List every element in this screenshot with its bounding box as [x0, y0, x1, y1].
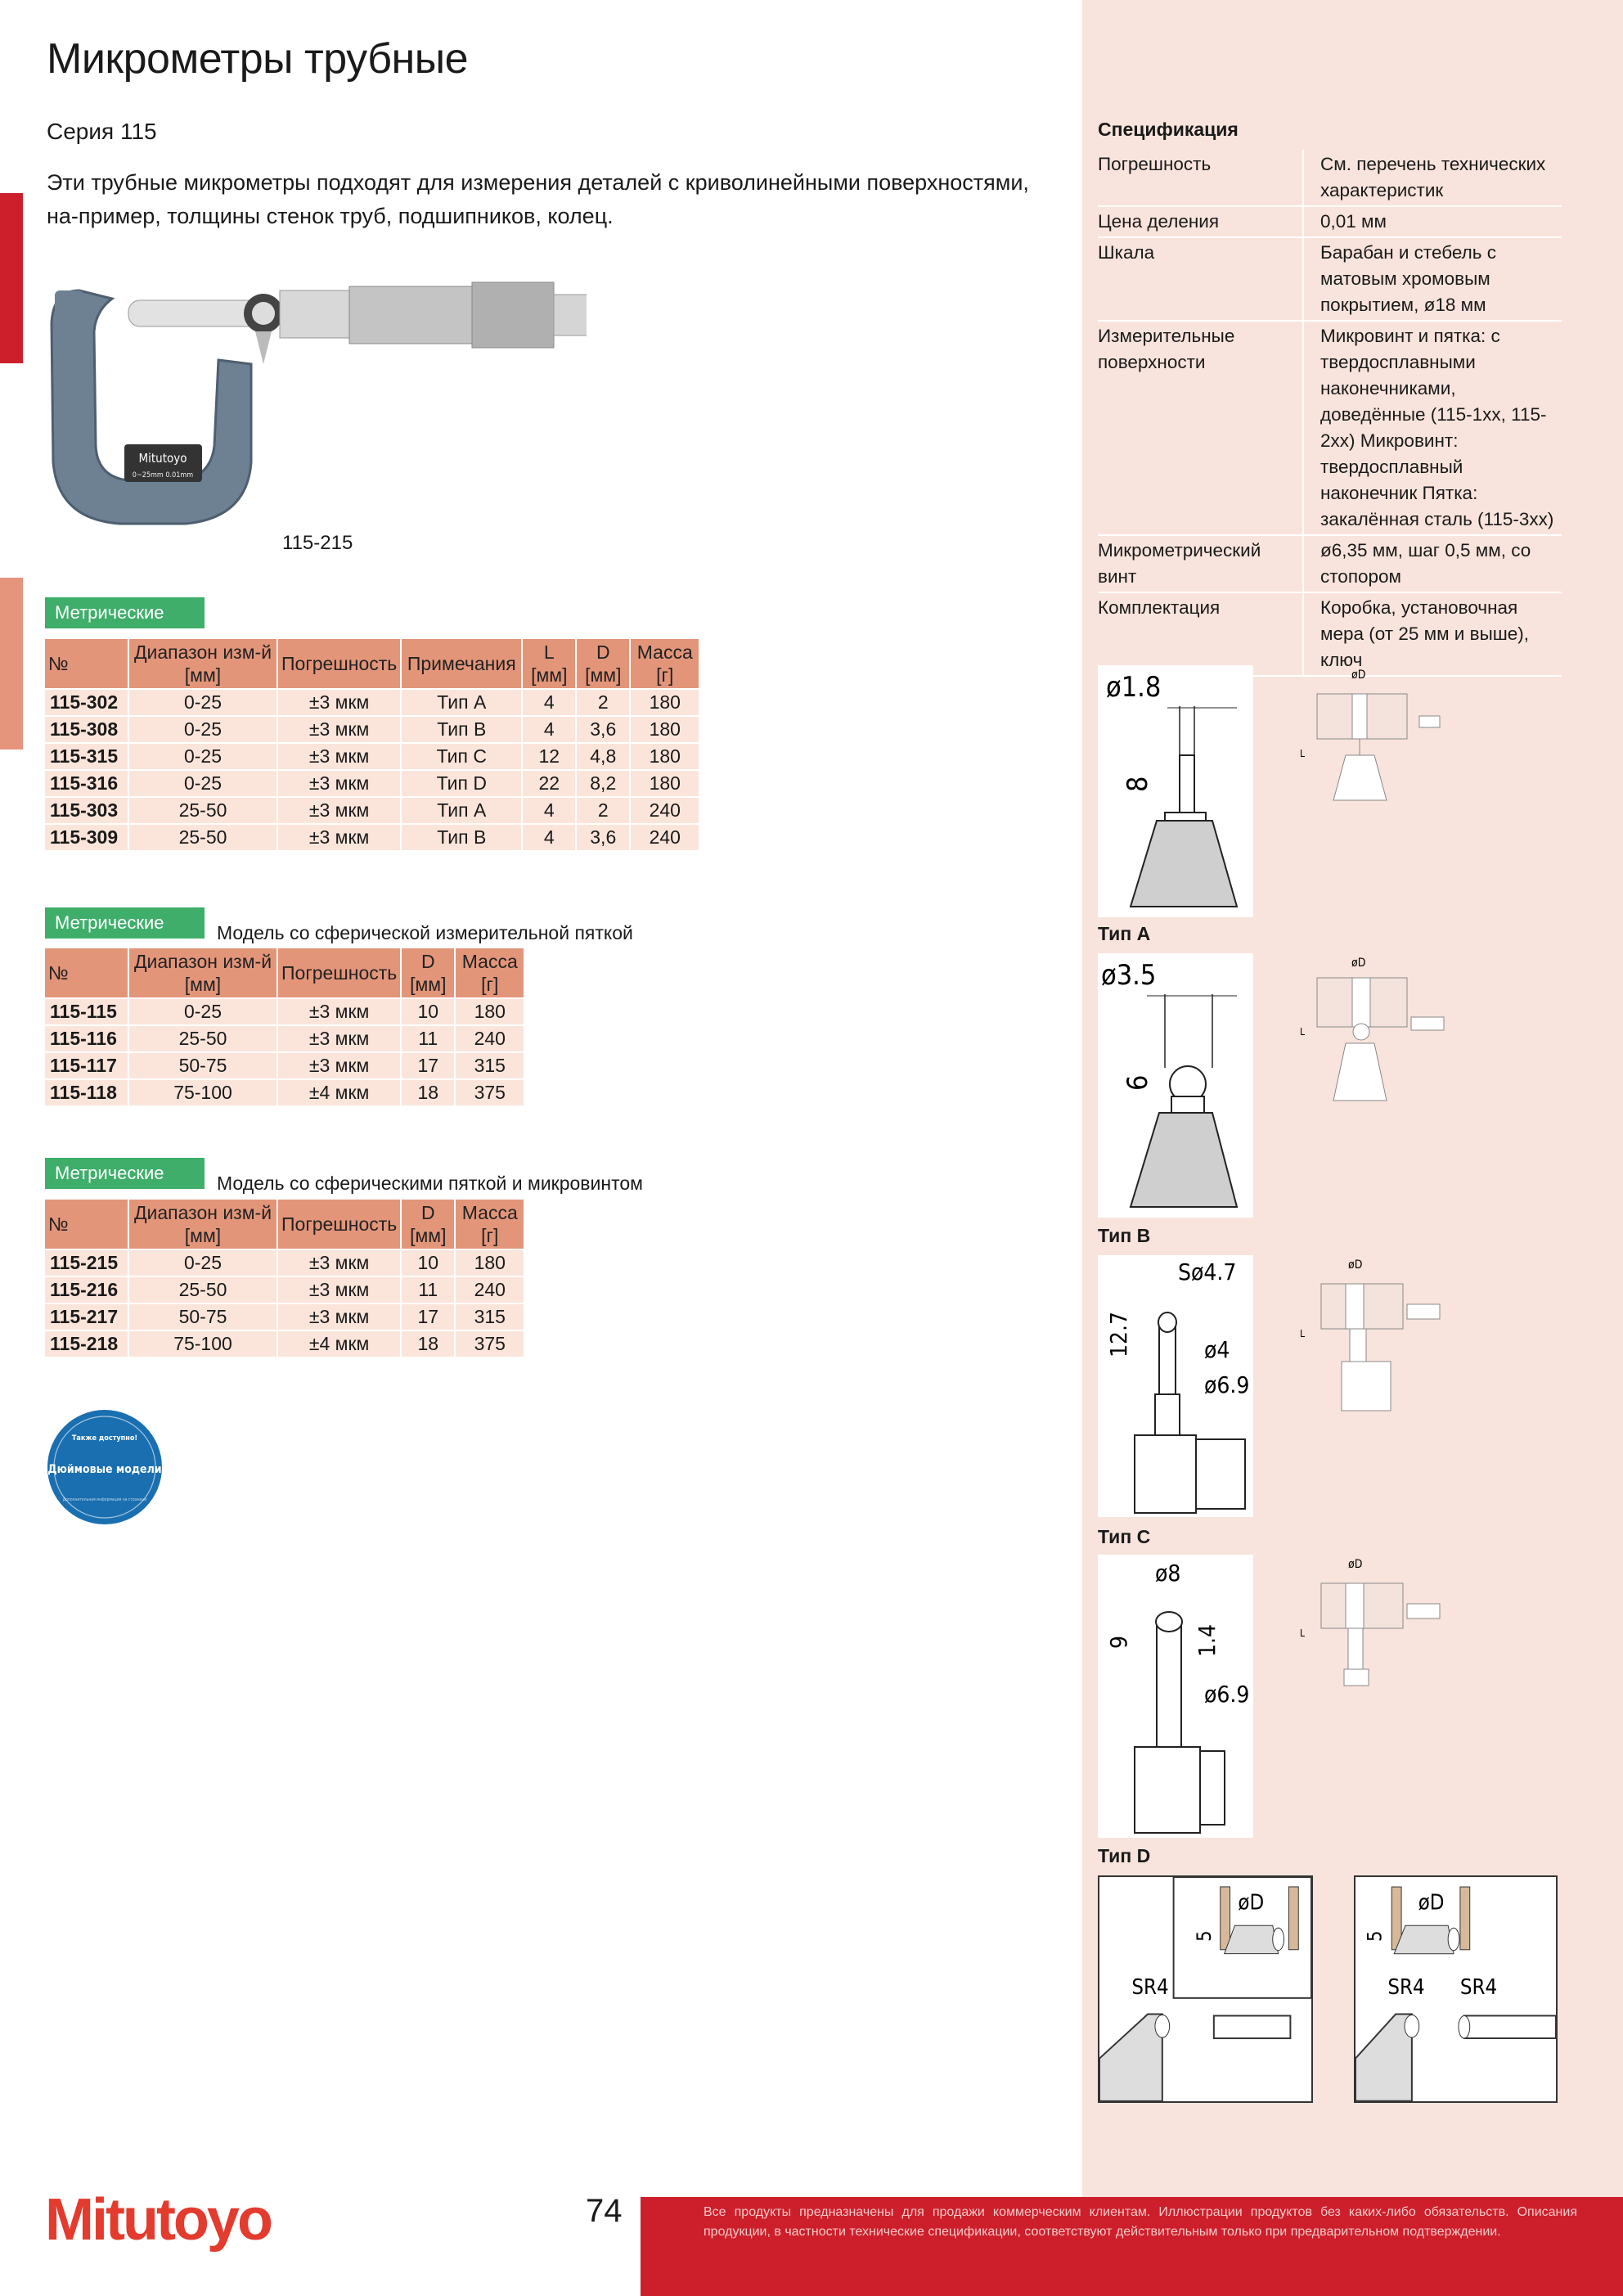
spec-row — [1098, 237, 1562, 321]
spherical-anvil-drawing — [1098, 1875, 1313, 2103]
table3-header-cell: Погрешность — [277, 1199, 401, 1249]
table-row — [44, 1052, 524, 1079]
table-cell: 0-25 — [128, 770, 277, 797]
section-marker-red — [0, 193, 23, 363]
type-c-drawing — [1098, 1255, 1253, 1517]
table-cell: ±3 мкм — [277, 998, 401, 1025]
type-c-dim4: ø6.9 — [1204, 1371, 1250, 1398]
page-number: 74 — [586, 2193, 623, 2229]
table-cell: 25-50 — [128, 1276, 277, 1303]
table-cell: ±3 мкм — [277, 1052, 401, 1079]
table-cell: 375 — [455, 1079, 524, 1106]
table-row — [44, 1249, 524, 1276]
spec-value: Барабан и стебель с матовым хромовым покрытием, ø18 мм — [1303, 237, 1562, 321]
type-c-dim2: 12.7 — [1105, 1311, 1132, 1357]
type-c-side-l: L — [1300, 1328, 1306, 1339]
table-cell: 25-50 — [128, 1025, 277, 1052]
table-cell: Тип B — [401, 716, 522, 743]
spec-value: Коробка, установочная мера (от 25 мм и выше), ключ — [1303, 592, 1562, 676]
table-cell: 315 — [455, 1052, 524, 1079]
table1-header-cell: № — [44, 638, 128, 689]
table-cell: ±4 мкм — [277, 1079, 401, 1106]
spec-value: Микровинт и пятка: с твердосплавными наконечниками, доведённые (115-1xx, 115-2xx) Микровинт: твердосплавный наконечник Пятка: закалённая сталь (115-3xx) — [1303, 321, 1562, 535]
table-cell: 375 — [455, 1330, 524, 1357]
table-cell: 180 — [455, 998, 524, 1025]
table-cell: ±3 мкм — [277, 1303, 401, 1330]
type-a-side-l: L — [1300, 748, 1306, 759]
table3-tag: Метрические — [45, 1158, 205, 1189]
bottom2-sr2: SR4 — [1459, 1974, 1498, 2000]
spec-row — [1098, 321, 1562, 535]
type-d-dim1: ø8 — [1155, 1560, 1181, 1587]
bottom2-five: 5 — [1363, 1930, 1387, 1942]
table-cell: Тип А — [401, 797, 522, 824]
type-d-side-l: L — [1300, 1627, 1306, 1639]
table2-header-cell: Диапазон изм-й [мм] — [128, 948, 277, 998]
table-cell: 12 — [522, 743, 576, 770]
spherical-spindle-anvil-drawing — [1354, 1875, 1558, 2103]
type-a-side-d: øD — [1351, 669, 1366, 682]
spec-key: Шкала — [1098, 237, 1303, 321]
table-row — [44, 716, 699, 743]
table-cell: 0-25 — [128, 716, 277, 743]
table1-header-cell: Диапазон изм-й [мм] — [128, 638, 277, 689]
type-b-side-l: L — [1300, 1026, 1306, 1038]
type-b-drawing — [1098, 953, 1253, 1218]
badge-ring: Дополнительная информация на странице — [62, 1497, 147, 1502]
table-cell: 240 — [630, 824, 699, 851]
table-cell: 2 — [576, 797, 630, 824]
table-row — [44, 743, 699, 770]
table-cell: 10 — [401, 1249, 455, 1276]
table-cell: ±3 мкм — [277, 824, 401, 851]
table-cell-order-number: 115-116 — [44, 1025, 128, 1052]
type-b-side-d: øD — [1351, 957, 1366, 970]
table-cell: 4 — [522, 716, 576, 743]
spec-value: 0,01 мм — [1303, 206, 1562, 237]
table-row — [44, 824, 699, 851]
table-cell: 75-100 — [128, 1079, 277, 1106]
table1-header-cell: L [мм] — [522, 638, 576, 689]
table-cell: 3,6 — [576, 716, 630, 743]
type-d-side-d: øD — [1348, 1558, 1363, 1571]
type-a-usage-sketch — [1297, 665, 1452, 804]
table-cell: Тип D — [401, 770, 522, 797]
table-cell: 0-25 — [128, 998, 277, 1025]
table-cell: 18 — [401, 1079, 455, 1106]
table-cell: 75-100 — [128, 1330, 277, 1357]
table3-header-cell: D [мм] — [401, 1199, 455, 1249]
table-cell: Тип B — [401, 824, 522, 851]
type-a-label: Тип A — [1098, 923, 1151, 944]
table2-header-cell: № — [44, 948, 128, 998]
table-cell: ±3 мкм — [277, 689, 401, 716]
bottom2-od: øD — [1418, 1890, 1445, 1916]
table3-header-cell: Масса [г] — [455, 1199, 524, 1249]
table1-header-cell: D [мм] — [576, 638, 630, 689]
inch-models-badge[interactable] — [47, 1409, 163, 1525]
table-cell-order-number: 115-216 — [44, 1276, 128, 1303]
table-cell: 11 — [401, 1276, 455, 1303]
table-cell: 18 — [401, 1330, 455, 1357]
bottom2-sr1: SR4 — [1387, 1974, 1425, 2000]
spec-row — [1098, 535, 1562, 592]
table-cell: 17 — [401, 1052, 455, 1079]
table-cell: ±3 мкм — [277, 797, 401, 824]
table-row — [44, 689, 699, 716]
type-c-label: Тип C — [1098, 1526, 1151, 1547]
table-row — [44, 797, 699, 824]
section-marker-salmon — [0, 578, 23, 750]
spec-key: Микрометрический винт — [1098, 535, 1303, 592]
footer-disclaimer: Все продукты предназначены для продажи коммерческим клиентам. Иллюстрации продуктов без каких-либо обязательств. Описания продукции, в частности технические спецификации, соответствуют действительным только при предварительном подтверждении. — [704, 2205, 1577, 2239]
table-cell-order-number: 115-308 — [44, 716, 128, 743]
table-cell: 240 — [630, 797, 699, 824]
table-cell: 0-25 — [128, 1249, 277, 1276]
table-cell: ±3 мкм — [277, 770, 401, 797]
table-cell-order-number: 115-309 — [44, 824, 128, 851]
table1-header-cell: Примечания — [401, 638, 522, 689]
photo-caption: 115-215 — [282, 532, 353, 554]
table-cell: 4 — [522, 824, 576, 851]
table-cell-order-number: 115-217 — [44, 1303, 128, 1330]
table-cell-order-number: 115-316 — [44, 770, 128, 797]
table-cell: ±3 мкм — [277, 1249, 401, 1276]
type-c-dim3: ø4 — [1204, 1336, 1230, 1363]
table3-subtitle: Модель со сферическими пяткой и микровинтом — [217, 1173, 643, 1194]
table-cell-order-number: 115-118 — [44, 1079, 128, 1106]
table-cell: 22 — [522, 770, 576, 797]
series-subtitle: Серия 115 — [47, 119, 157, 144]
table-cell: 180 — [630, 743, 699, 770]
type-d-drawing — [1098, 1555, 1253, 1838]
type-b-dim2: 6 — [1122, 1074, 1154, 1091]
type-c-usage-sketch — [1297, 1255, 1452, 1419]
table-cell: 2 — [576, 689, 630, 716]
table-row — [44, 1276, 524, 1303]
table-cell: 25-50 — [128, 824, 277, 851]
table-cell: 315 — [455, 1303, 524, 1330]
table2-header-cell: Масса [г] — [455, 948, 524, 998]
table-cell: 180 — [455, 1249, 524, 1276]
table-cell: ±3 мкм — [277, 1276, 401, 1303]
spec-row — [1098, 206, 1562, 237]
table2-subtitle: Модель со сферической измерительной пяткой — [217, 922, 633, 943]
table-cell: 25-50 — [128, 797, 277, 824]
type-b-label: Тип B — [1098, 1225, 1151, 1246]
table2-header-cell: Погрешность — [277, 948, 401, 998]
bottom1-five: 5 — [1192, 1930, 1216, 1942]
type-c-dim1: Sø4.7 — [1178, 1258, 1237, 1285]
table-cell: 10 — [401, 998, 455, 1025]
spec-value: ø6,35 мм, шаг 0,5 мм, со стопором — [1303, 535, 1562, 592]
spec-key: Комплектация — [1098, 592, 1303, 676]
table-cell: ±4 мкм — [277, 1330, 401, 1357]
table3-header-cell: Диапазон изм-й [мм] — [128, 1199, 277, 1249]
table-cell: ±3 мкм — [277, 1025, 401, 1052]
spec-table — [1098, 150, 1562, 677]
type-a-drawing — [1098, 665, 1253, 917]
table-cell: ±3 мкм — [277, 743, 401, 770]
table-row — [44, 770, 699, 797]
table-cell: Тип C — [401, 743, 522, 770]
spec-key: Погрешность — [1098, 150, 1303, 206]
table1-header-cell: Погрешность — [277, 638, 401, 689]
table-cell-order-number: 115-218 — [44, 1330, 128, 1357]
table-cell-order-number: 115-215 — [44, 1249, 128, 1276]
type-d-dim4: ø6.9 — [1204, 1681, 1250, 1708]
table-cell: 240 — [455, 1276, 524, 1303]
spec-row — [1098, 150, 1562, 206]
table-row — [44, 1025, 524, 1052]
mitutoyo-logo: Mitutoyo — [45, 2187, 271, 2253]
table2 — [43, 947, 525, 1107]
type-d-dim3: 1.4 — [1194, 1623, 1221, 1657]
spec-key: Измерительные поверхности — [1098, 321, 1303, 535]
page-title: Микрометры трубные — [47, 35, 468, 83]
bottom1-sr: SR4 — [1131, 1974, 1169, 2000]
table2-header-cell: D [мм] — [401, 948, 455, 998]
table-cell: 0-25 — [128, 689, 277, 716]
type-a-dim1: ø1.8 — [1106, 671, 1162, 704]
table-cell-order-number: 115-117 — [44, 1052, 128, 1079]
table-cell-order-number: 115-302 — [44, 689, 128, 716]
table-cell: 50-75 — [128, 1052, 277, 1079]
table-row — [44, 998, 524, 1025]
table-cell: 11 — [401, 1025, 455, 1052]
type-d-dim2: 9 — [1105, 1635, 1132, 1649]
table-cell: 50-75 — [128, 1303, 277, 1330]
bottom1-od: øD — [1238, 1890, 1265, 1916]
table-cell: 4 — [522, 689, 576, 716]
table-cell: 8,2 — [576, 770, 630, 797]
table-cell: 180 — [630, 770, 699, 797]
intro-paragraph: Эти трубные микрометры подходят для измерения деталей с криволинейными поверхностями, на-пример, толщины стенок труб, подшипников, колец. — [47, 170, 1029, 228]
micrometer-photo — [47, 258, 587, 528]
table-cell-order-number: 115-315 — [44, 743, 128, 770]
photo-marking: 0~25mm 0.01mm — [132, 471, 194, 479]
table-cell: ±3 мкм — [277, 716, 401, 743]
photo-brand: Mitutoyo — [138, 451, 187, 466]
type-b-usage-sketch — [1297, 953, 1452, 1109]
table-row — [44, 1079, 524, 1106]
table-cell: 4,8 — [576, 743, 630, 770]
table2-tag: Метрические — [45, 907, 205, 939]
table-cell-order-number: 115-303 — [44, 797, 128, 824]
table-row — [44, 1303, 524, 1330]
table-cell: 180 — [630, 689, 699, 716]
table-cell: 17 — [401, 1303, 455, 1330]
table1 — [43, 637, 700, 852]
table3-header-cell: № — [44, 1199, 128, 1249]
table1-header-cell: Масса [г] — [630, 638, 699, 689]
type-c-side-d: øD — [1348, 1258, 1363, 1272]
spec-value: См. перечень технических характеристик — [1303, 150, 1562, 206]
table-row — [44, 1330, 524, 1357]
type-d-label: Тип D — [1098, 1845, 1151, 1866]
spec-title: Спецификация — [1098, 119, 1239, 140]
type-b-dim1: ø3.5 — [1101, 959, 1157, 992]
table-cell: 240 — [455, 1025, 524, 1052]
table-cell: 0-25 — [128, 743, 277, 770]
table-cell: 180 — [630, 716, 699, 743]
table-cell: Тип А — [401, 689, 522, 716]
table3 — [43, 1198, 525, 1358]
type-d-usage-sketch — [1297, 1555, 1452, 1718]
table-cell: 3,6 — [576, 824, 630, 851]
table-cell: 4 — [522, 797, 576, 824]
table-cell-order-number: 115-115 — [44, 998, 128, 1025]
badge-main: Дюймовые модели — [47, 1463, 162, 1476]
table1-tag: Метрические — [45, 597, 205, 628]
spec-row — [1098, 592, 1562, 676]
badge-top: Также доступно! — [71, 1434, 138, 1443]
type-a-dim2: 8 — [1122, 776, 1154, 792]
spec-key: Цена деления — [1098, 206, 1303, 237]
